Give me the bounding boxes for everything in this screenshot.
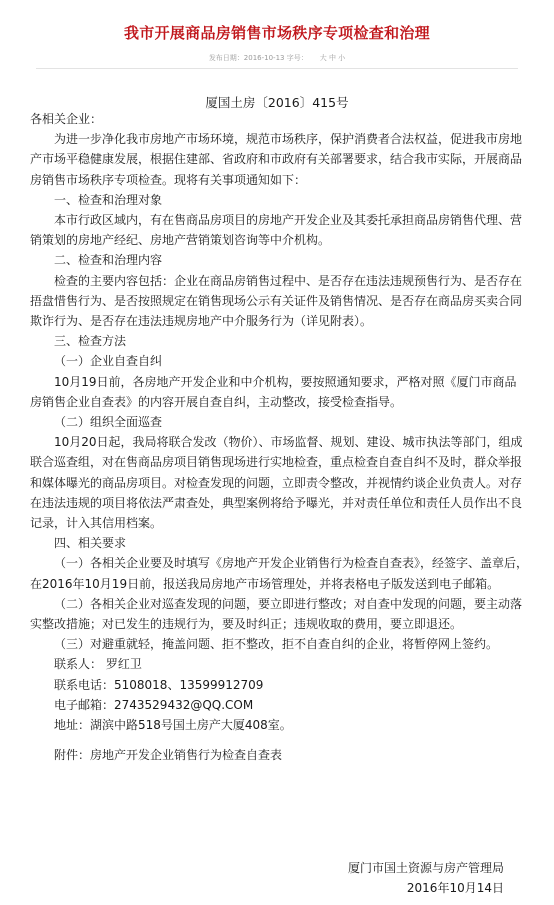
issue-date: 2016年10月14日 <box>406 881 504 895</box>
section-1-body: 本市行政区域内，有在售商品房项目的房地产开发企业及其委托承担商品房销售代理、营销策划的房地产经纪、房地产营销策划咨询等中介机构。 <box>30 213 523 248</box>
section-2-body: 检查的主要内容包括：企业在商品房销售过程中、是否存在违法违规预售行为、是否存在捂盘惜售行为、是否按照规定在销售现场公示有关证件及销售情况、是否存在商品房买卖合同欺诈行为、是否存在违法违规房地产中介服务行为（详见附表）。 <box>30 273 523 329</box>
font-size-switch[interactable]: 大 中 小 <box>319 54 346 62</box>
section-4-item-3: （三）对避重就轻，掩盖问题、拒不整改，拒不自查自纠的企业，将暂停网上签约。 <box>54 637 499 652</box>
section-4-item-2: （二）各相关企业对巡查发现的问题，要立即进行整改；对自查中发现的问题，要主动落实整改措施；对已发生的违规行为，要及时纠正；违规收取的费用，要立即退还。 <box>30 596 523 632</box>
contact-email: 电子邮箱：2743529432@QQ.COM <box>54 697 254 712</box>
section-3-2-body: 10月20日起，我局将联合发改（物价）、市场监督、规划、建设、城市执法等部门，组成联合巡查组，对在售商品房项目销售现场进行实地检查，重点检查自查自纠不及时，群众举报和媒体曝光的商品房项目。对检查发现的问题，立即责令整改，并视情约谈企业负责人。对存在违法违规的项目将依法严肃查处，典型案例将给予曝光，并对责任单位和责任人员作出不良记录，计入其信用档案。 <box>30 435 523 531</box>
title-divider <box>36 68 518 69</box>
article-title: 我市开展商品房销售市场秩序专项检查和治理 <box>123 24 430 42</box>
contact-address: 地址：湖滨中路518号国土房产大厦408室。 <box>54 718 292 733</box>
article-meta <box>0 53 554 63</box>
attachment-note: 附件：房地产开发企业销售行为检查自查表 <box>54 748 283 763</box>
notice-body <box>30 109 528 766</box>
document-number: 厦国土房〔2016〕415号 <box>205 95 349 110</box>
issuing-organization: 厦门市国土资源与房产管理局 <box>347 861 504 875</box>
section-4-item-1: （一）各相关企业要及时填写《房地产开发企业销售行为检查自查表》，经签字、盖章后，在2016年10月19日前，报送我局房地产市场管理处，并将表格电子版发送到电子邮箱。 <box>30 556 529 591</box>
salutation: 各相关企业： <box>30 112 103 126</box>
section-3-2-title: （二）组织全面巡查 <box>54 415 163 430</box>
section-2-title: 二、检查和治理内容 <box>54 253 163 268</box>
section-3-1-body: 10月19日前，各房地产开发企业和中介机构，要按照通知要求，严格对照《厦门市商品房销售企业自查表》的内容开展自查自纠，主动整改，接受检查指导。 <box>30 374 517 409</box>
intro-paragraph: 为进一步净化我市房地产市场环境，规范市场秩序，保护消费者合法权益，促进我市房地产市场平稳健康发展，根据住建部、省政府和市政府有关部署要求，结合我市实际，开展商品房销售市场秩序专项检查。现将有关事项通知如下： <box>30 132 523 187</box>
publish-date: 发布日期：2016-10-13 字号： <box>208 54 308 62</box>
contact-phone: 联系电话：5108018、13599912709 <box>54 677 264 692</box>
section-1-title: 一、检查和治理对象 <box>54 192 163 207</box>
section-3-title: 三、检查方法 <box>54 334 127 349</box>
contact-person: 联系人： 罗红卫 <box>54 657 142 672</box>
section-4-title: 四、相关要求 <box>54 536 127 551</box>
signature-block <box>348 858 504 898</box>
section-3-1-title: （一）企业自查自纠 <box>54 354 163 369</box>
